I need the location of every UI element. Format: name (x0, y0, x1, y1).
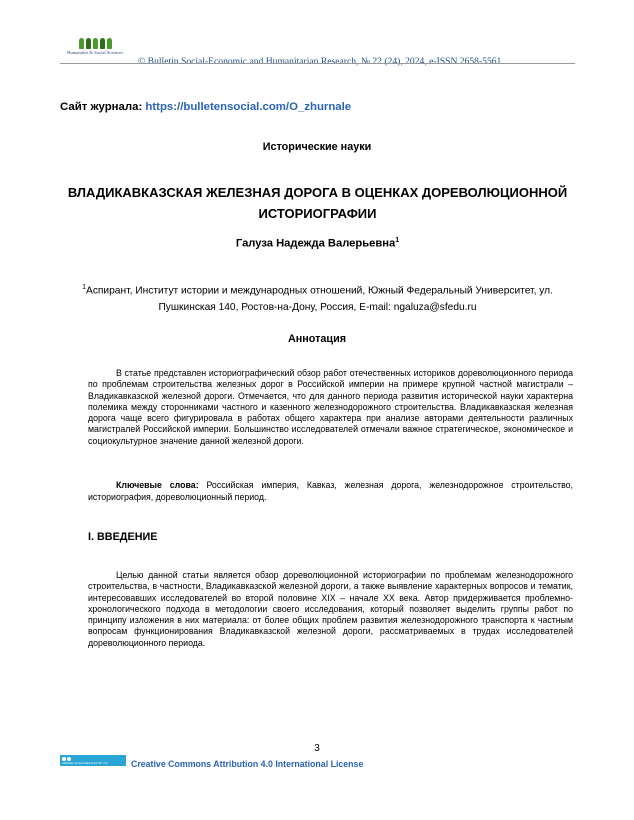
annotation-heading: Аннотация (287, 333, 347, 345)
affiliation-sup: 1 (82, 284, 87, 291)
author-line (60, 237, 575, 250)
cc-icon (60, 755, 126, 762)
page-number: 3 (314, 743, 320, 754)
affiliation (60, 279, 575, 316)
header-divider (60, 63, 575, 64)
people-icon (60, 38, 130, 49)
introduction-heading: I. ВВЕДЕНИЕ (88, 531, 158, 543)
cc-license-badge[interactable] (60, 755, 126, 766)
journal-site-label: Сайт журнала: (60, 101, 143, 113)
introduction-text: Целью данной статьи является обзор дореволюционной историографии по проблемам железнодорожного строительства, в частности, Владикавказской железной дороги, а также выявление характерных вопросов и тематик, интересовавших исследователей во второй половине XIX – начале XX века. Автор придерживается проблемно-хронологического подхода в методологии своего исследования, который позволяет выделить группы работ по принципу изложения в них материала: от более общих проблем развития железнодорожного транспорта к частным вопросам функционирования Владикавказской железной дороги, рассматриваемых в трудах исследователей дореволюционного периода. (88, 570, 573, 648)
author-name: Галуза Надежда Валерьевна (235, 237, 396, 250)
logo-text: Humanities & Social Sciences (67, 50, 123, 55)
journal-site-link[interactable]: https://bulletensocial.com/O_zhurnale (145, 101, 352, 113)
section-title: Исторические науки (262, 141, 372, 153)
journal-logo (60, 38, 130, 74)
article-title: ВЛАДИКАВКАЗСКАЯ ЖЕЛЕЗНАЯ ДОРОГА В ОЦЕНКАХ ДОРЕВОЛЮЦИОННОЙ ИСТОРИОГРАФИИ (67, 185, 568, 221)
annotation-text: В статье представлен историографический обзор работ отечественных историков дореволюционного периода по проблемам строительства железных дорог в Российской империи на примере крупной частной магистрали – Владикавказской железной дороги. Отмечается, что для данного периода развития исторической науки характерна полемика между сторонниками частного и казенного железнодорожного строительства. Владикавказская железная дорога чаще всего фигурировала в работах общего характера при анализе авторами деятельности различных магистралей Российской империи. Большинство исследователей отмечали важное стратегическое, экономическое и социокультурное значение данной железной дороги. (88, 368, 573, 446)
affiliation-text: Аспирант, Институт истории и международных отношений, Южный Федеральный Университет, ул. Пушкинская 140, Ростов-на-Дону, Россия, E-mail: ngaluza@sfedu.ru (86, 285, 553, 314)
keywords-label: Ключевые слова: (116, 480, 199, 490)
cc-badge-text: Attribution 4.0 International (CC BY 4.0) (62, 762, 108, 765)
journal-site-line (60, 101, 351, 113)
header-citation: © Bulletin Social-Economic and Humanitarian Research, № 22 (24), 2024, e-ISSN 2658-5561 (138, 56, 502, 67)
keywords-text: Российская империя, Кавказ, железная дорога, железнодорожное строительство, историография, дореволюционный период. (88, 480, 573, 502)
license-link[interactable]: Creative Commons Attribution 4.0 International License (131, 759, 364, 769)
keywords (88, 480, 573, 503)
author-sup: 1 (395, 237, 400, 244)
